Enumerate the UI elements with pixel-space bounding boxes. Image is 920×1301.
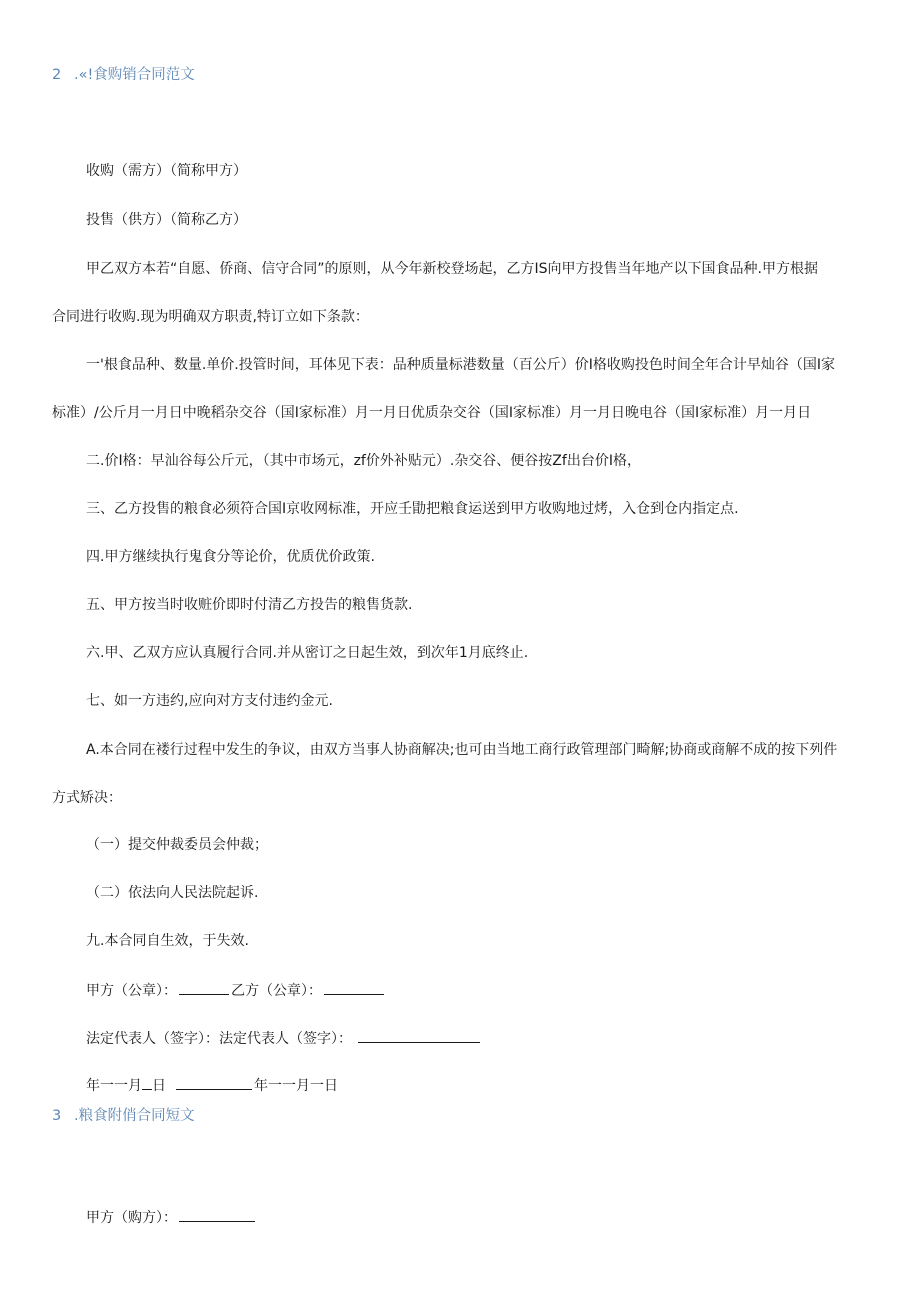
date-a-day-blank bbox=[142, 1076, 152, 1090]
buyer-label: 甲方（购方）： bbox=[86, 1210, 177, 1226]
party-a-seal-label: 甲方（公章）： bbox=[86, 983, 177, 999]
paragraph: 收购（需方）（简称甲方） bbox=[86, 163, 247, 179]
rep-b-label: 法定代表人（签字）： bbox=[219, 1031, 352, 1047]
section-heading-3 bbox=[52, 1104, 195, 1125]
paragraph: 投售（供方）（简称乙方） bbox=[86, 212, 247, 228]
paragraph: 五、甲方按当时收赃价即时付清乙方投告的粮售货款. bbox=[86, 597, 413, 613]
paragraph: 七、如一方违约,应向对方支付违约金元. bbox=[86, 693, 333, 709]
paragraph: 二.价I格：早汕谷每公斤元，（其中市场元，zf价外补贴元）.杂交谷、便谷按Zf出台价I格， bbox=[86, 453, 641, 469]
date-b: 年一一月一日 bbox=[254, 1078, 338, 1094]
party-b-seal-label: 乙方（公章）： bbox=[231, 983, 322, 999]
rep-a-label: 法定代表人（签字）： bbox=[86, 1031, 219, 1047]
date-a-month: 年一一月 bbox=[86, 1078, 142, 1094]
paragraph: 九.本合同自生效，于失效. bbox=[86, 933, 249, 949]
paragraph: 三、乙方投售的粮食必须符合国I京收网标准，开应壬勖把粮食运送到甲方收购地过烤，入仓到仓内指定点. bbox=[86, 501, 739, 517]
paragraph: 甲乙双方本若“自愿、侨商、信守合同”的原则，从今年新校登场起，乙方IS向甲方投售当年地产以下国食品种.甲方根据 bbox=[86, 261, 818, 277]
paragraph: 标准）/公斤月一月日中晚稻杂交谷（国I家标准）月一月日优质杂交谷（国I家标准）月一月日晚电谷（国I家标准）月一月日 bbox=[52, 405, 812, 421]
paragraph: （一）提交仲裁委员会仲裁； bbox=[86, 837, 268, 853]
buyer-line bbox=[86, 1208, 257, 1227]
buyer-blank bbox=[179, 1208, 255, 1222]
party-a-seal-blank bbox=[179, 981, 229, 995]
paragraph: 一'根食品种、数量.单价.投管时间，耳体见下表：品种质量标港数量（百公斤）价I格收购投色时间全年合计早灿谷（国I家 bbox=[86, 357, 836, 373]
paragraph: A.本合同在褛行过程中发生的争议，由双方当事人协商解决;也可由当地工商行政管理部门畸解;协商或商解不成的按下列件 bbox=[86, 742, 838, 758]
paragraph: 合同进行收购.现为明确双方职责,特订立如下条款： bbox=[52, 309, 369, 325]
paragraph: （二）依法向人民法院起诉. bbox=[86, 885, 259, 901]
signature-date-line bbox=[86, 1076, 338, 1095]
signature-seal-line bbox=[86, 981, 386, 1000]
date-a-day: 日 bbox=[152, 1078, 166, 1094]
section-number: 3 bbox=[52, 1108, 62, 1124]
section-heading-2 bbox=[52, 63, 195, 84]
date-gap-blank bbox=[176, 1076, 252, 1090]
paragraph: 四.甲方继续执行鬼食分等论价，优质优价政策. bbox=[86, 549, 375, 565]
section-title: .粮食附俏合同短文 bbox=[74, 1108, 195, 1124]
section-number: 2 bbox=[52, 67, 62, 83]
section-title: .«!食购销合同范文 bbox=[74, 67, 195, 83]
paragraph: 方式矫决： bbox=[52, 790, 122, 806]
rep-signature-blank bbox=[358, 1029, 480, 1043]
paragraph: 六.甲、乙双方应认真履行合同.并从密订之日起生效，到次年1月底终止. bbox=[86, 645, 529, 661]
signature-rep-line bbox=[86, 1029, 482, 1048]
party-b-seal-blank bbox=[324, 981, 384, 995]
